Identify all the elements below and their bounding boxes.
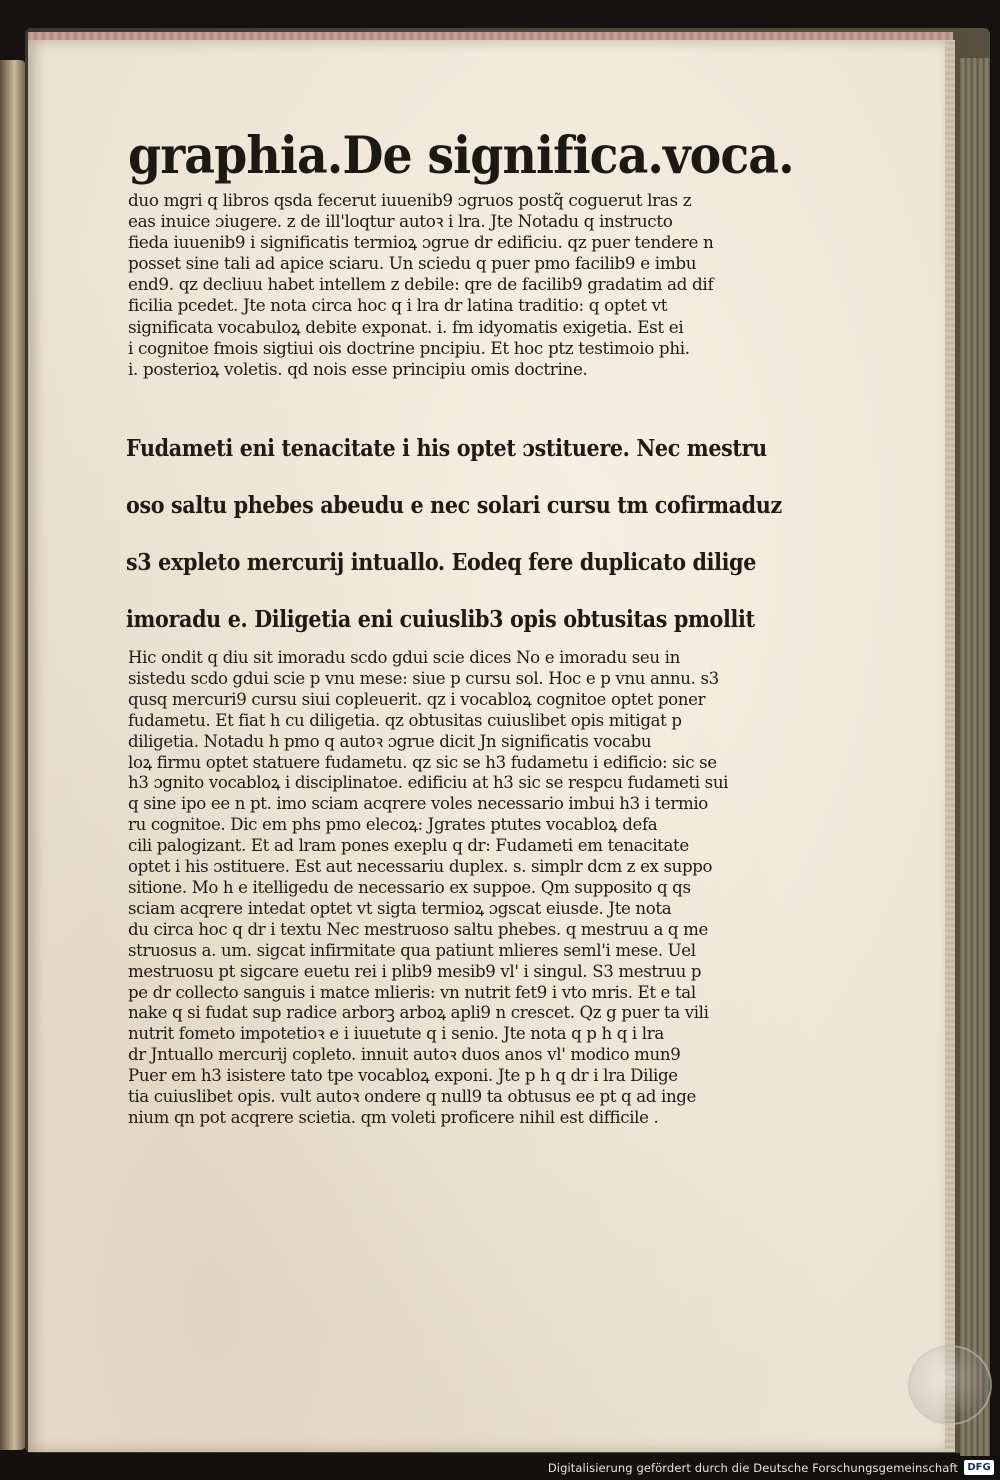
page-heading: graphia.De significa.voca. (128, 126, 794, 186)
commentary-line: cili palogizant. Et ad lram pones exeplu q dr: Fudameti em tenacitate (128, 836, 689, 856)
text-line: s3 expleto mercurij intuallo. Eodeq fere duplicato dilige (126, 548, 757, 576)
commentary-line: dr Jntuallo mercurij copleto. innuit autoꝛ duos anos vl' modico mun9 (128, 1045, 681, 1065)
page-clip-holder (908, 1345, 992, 1425)
commentary-line: Hic ondit q diu sit imoradu scdo gdui scie dices No e imoradu seu in (128, 648, 680, 667)
commentary-line: mestruosu pt sigcare euetu rei i plib9 mesib9 vl' i singul. S3 mestruu p (128, 961, 702, 981)
footer-bar (0, 1456, 1000, 1480)
commentary-line: ru cognitoe. Dic em phs pmo elecoꝝ: Jgrates ptutes vocabloꝝ defa (128, 815, 658, 835)
commentary-line: optet i his ɔstituere. Est aut necessariu duplex. s. simplr dcm z ex suppo (128, 857, 713, 877)
facing-page-edge (0, 60, 26, 1450)
commentary-top (128, 190, 768, 380)
commentary-line: nium qn pot acqrere scietia. qm voleti proficere nihil est difficile . (128, 1107, 659, 1127)
main-text (126, 420, 782, 648)
commentary-line: nutrit fometo impotetioꝛ e i iuuetute q i senio. Jte nota q p h q i lra (128, 1024, 664, 1044)
text-line: oso saltu phebes abeudu e nec solari cursu tm cofirmaduz (126, 491, 782, 519)
commentary-line: struosus a. um. sigcat infirmitate qua patiunt mlieres seml'i mese. Uel (128, 940, 696, 960)
commentary-line: fudametu. Et fiat h cu diligetia. qz obtusitas cuiuslibet opis mitigat p (128, 710, 682, 730)
commentary-line: diligetia. Notadu h pmo q autoꝛ ɔgrue dicit Jn significatis vocabu (128, 731, 652, 751)
commentary-line: h3 ɔgnito vocabloꝝ i disciplinatoe. edificiu at h3 sic se respcu fudameti sui (128, 773, 729, 793)
commentary-line: ficilia pcedet. Jte nota circa hoc q i lra dr latina traditio: q optet vt (128, 295, 668, 316)
commentary-line: i. posterioꝝ voletis. qd nois esse principiu omis doctrine. (128, 358, 588, 379)
commentary-bottom (128, 648, 768, 1129)
commentary-line: end9. qz decliuu habet intellem z debile: qre de facilib9 gradatim ad dif (128, 274, 714, 295)
commentary-line: significata vocabuloꝝ debite exponat. i. fm idyomatis exigetia. Est ei (128, 316, 684, 337)
commentary-line: q sine ipo ee n pt. imo sciam acqrere voles necessario imbui h3 i termio (128, 794, 708, 814)
page-stack-edge (945, 40, 955, 1452)
funding-credit: Digitalisierung gefördert durch die Deutsche Forschungsgemeinschaft (547, 1461, 958, 1475)
commentary-line: duo mgri q libros qsda fecerut iuuenib9 ɔgruos postq̃ coguerut lras z (128, 190, 692, 210)
commentary-line: eas inuice ɔiugere. z de ill'loqtur autoꝛ i lra. Jte Notadu q instructo (128, 211, 673, 232)
text-line: Fudameti eni tenacitate i his optet ɔstituere. Nec mestru (126, 434, 767, 462)
commentary-line: tia cuiuslibet opis. vult autoꝛ ondere q null9 ta obtusus ee pt q ad inge (128, 1087, 697, 1107)
commentary-line: qusq mercuri9 cursu siui copleuerit. qz i vocabloꝝ cognitoe optet poner (128, 689, 706, 709)
commentary-line: i cognitoe fmois sigtiui ois doctrine pncipiu. Et hoc ptz testimoio phi. (128, 337, 690, 358)
commentary-line: posset sine tali ad apice sciaru. Un sciedu q puer pmo facilib9 e imbu (128, 253, 697, 274)
commentary-line: sistedu scdo gdui scie p vnu mese: siue p cursu sol. Hoc e p vnu annu. s3 (128, 668, 719, 688)
commentary-line: loꝝ firmu optet statuere fudametu. qz sic se h3 fudametu i edificio: sic se (128, 752, 717, 772)
dfg-logo: DFG (964, 1460, 994, 1475)
commentary-line: sciam acqrere intedat optet vt sigta termioꝝ ɔgscat eiusde. Jte nota (128, 898, 672, 918)
commentary-line: pe dr collecto sanguis i matce mlieris: vn nutrit fet9 i vto mris. Et e tal (128, 982, 696, 1002)
commentary-line: nake q si fudat sup radice arborꝫ arboꝝ apli9 n crescet. Qz g puer ta vili (128, 1003, 709, 1023)
commentary-line: du circa hoc q dr i textu Nec mestruoso saltu phebes. q mestruu a q me (128, 919, 708, 939)
cover-edge (960, 58, 990, 1478)
commentary-line: Puer em h3 isistere tato tpe vocabloꝝ exponi. Jte p h q dr i lra Dilige (128, 1066, 678, 1086)
commentary-line: fieda iuuenib9 i significatis termioꝝ ɔgrue dr edificiu. qz puer tendere n (128, 232, 714, 253)
commentary-line: sitione. Mo h e itelligedu de necessario ex suppoe. Qm supposito q qs (128, 877, 691, 897)
text-line: imoradu e. Diligetia eni cuiuslib3 opis obtusitas pmollit (126, 605, 755, 633)
